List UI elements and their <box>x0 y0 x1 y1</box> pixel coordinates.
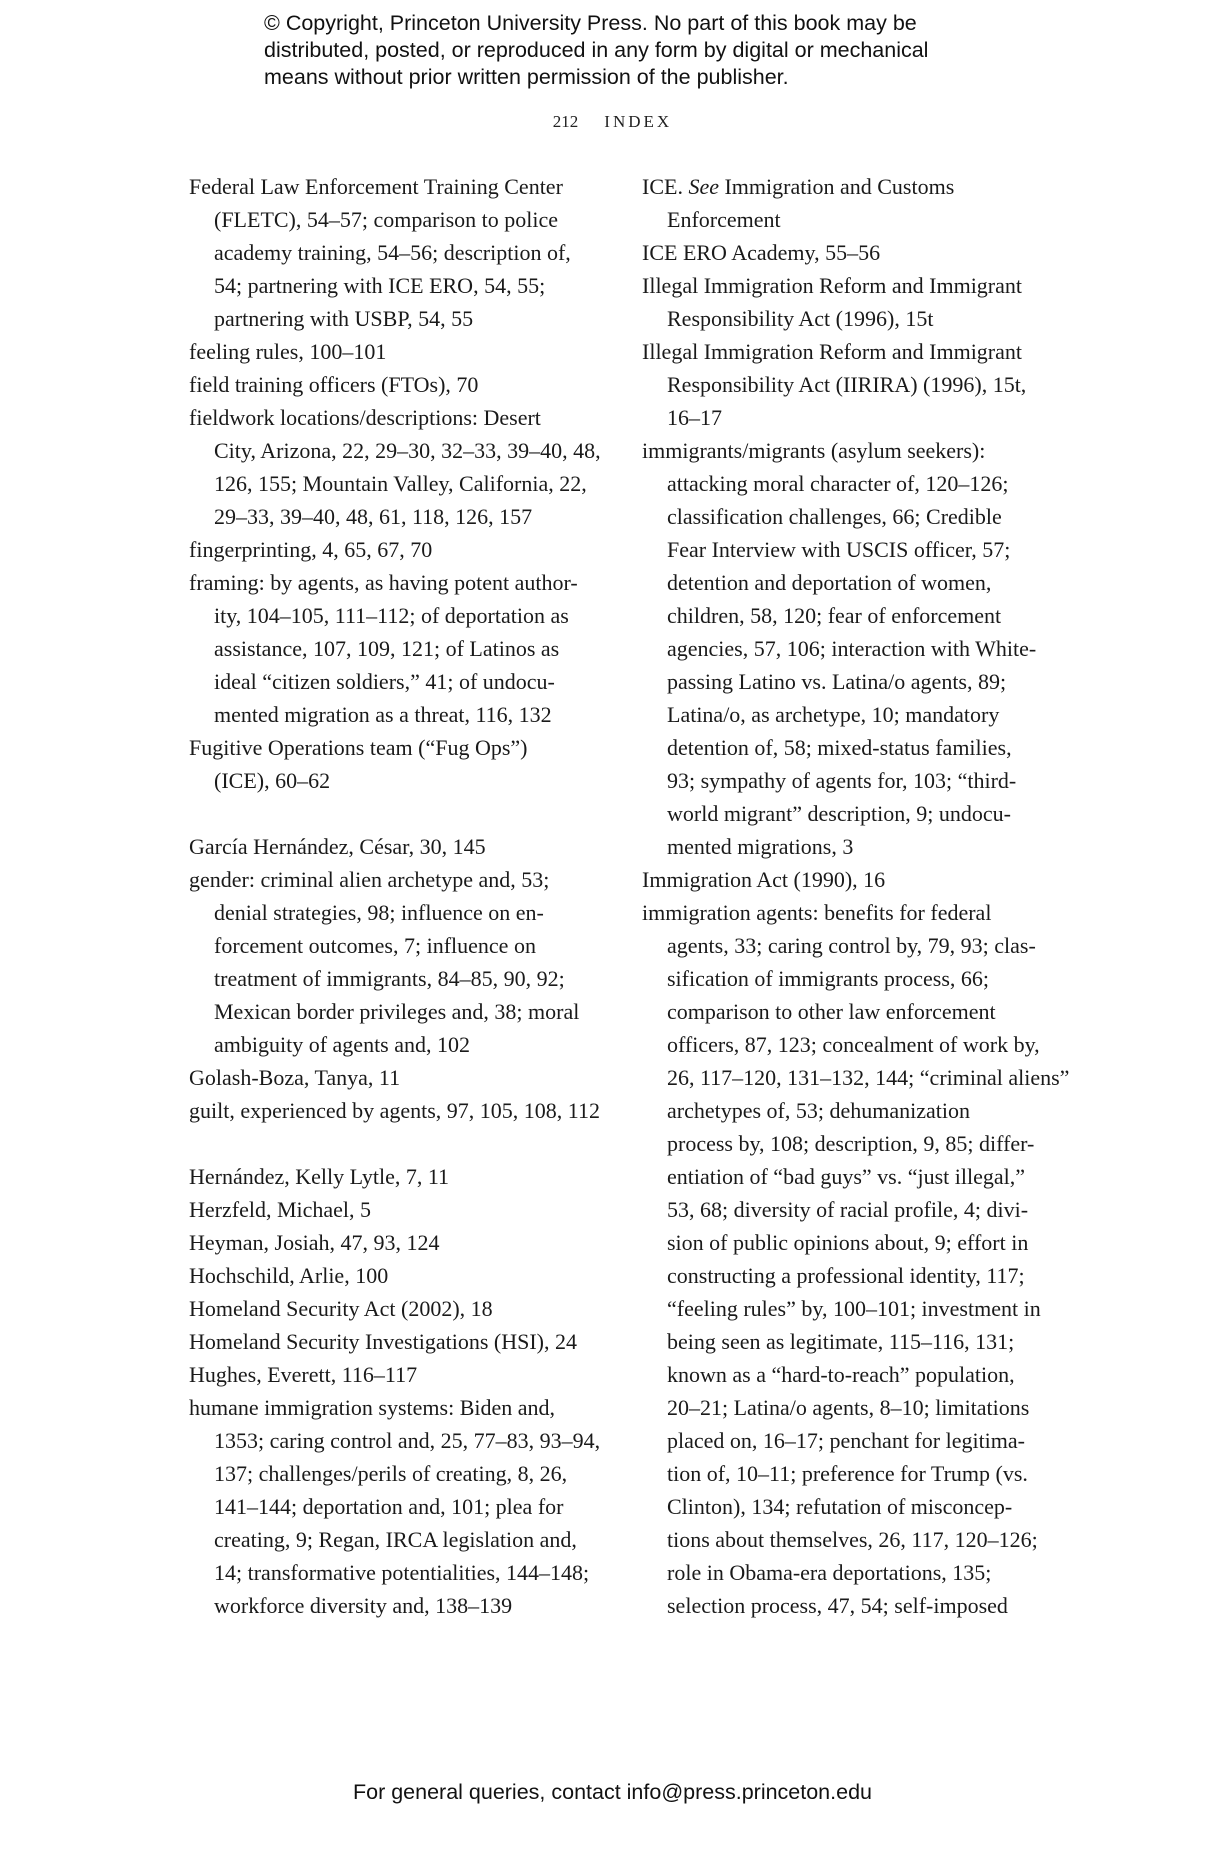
entry-continuation-line: 126, 155; Mountain Valley, California, 22, <box>214 471 587 496</box>
index-entry <box>189 1160 601 1193</box>
index-entry <box>642 863 1069 896</box>
entry-continuation-line: denial strategies, 98; influence on en- <box>214 900 544 925</box>
index-entry <box>189 731 601 797</box>
section-title: INDEX <box>604 112 673 131</box>
index-entry <box>189 1094 601 1127</box>
entry-continuation-line: mented migration as a threat, 116, 132 <box>214 702 552 727</box>
entry-heading-line: Homeland Security Investigations (HSI), 24 <box>189 1329 577 1354</box>
entry-continuation-line: 29–33, 39–40, 48, 61, 118, 126, 157 <box>214 504 533 529</box>
entry-continuation-line: (ICE), 60–62 <box>214 768 331 793</box>
entry-continuation-line: comparison to other law enforcement <box>667 999 996 1024</box>
entry-continuation-line: “feeling rules” by, 100–101; investment in <box>667 1296 1041 1321</box>
letter-group-gap <box>189 797 601 830</box>
entry-continuation-line: detention and deportation of women, <box>667 570 992 595</box>
index-entry <box>189 170 601 335</box>
entry-heading-line: Hernández, Kelly Lytle, 7, 11 <box>189 1164 450 1189</box>
copyright-line: © Copyright, Princeton University Press. No part of this book may be <box>264 11 917 35</box>
index-entry <box>642 236 1069 269</box>
entry-continuation-line: (FLETC), 54–57; comparison to police <box>214 207 558 232</box>
entry-continuation-line: archetypes of, 53; dehumanization <box>667 1098 971 1123</box>
entry-continuation-line: ideal “citizen soldiers,” 41; of undocu- <box>214 669 555 694</box>
entry-heading-line: Heyman, Josiah, 47, 93, 124 <box>189 1230 440 1255</box>
index-column-right <box>642 170 1069 1622</box>
page-number: 212 <box>552 112 579 131</box>
index-entry <box>189 1292 601 1325</box>
entry-heading-line: humane immigration systems: Biden and, <box>189 1395 556 1420</box>
entry-heading-line: fingerprinting, 4, 65, 67, 70 <box>189 537 433 562</box>
entry-continuation-line: mented migrations, 3 <box>667 834 854 859</box>
running-head <box>0 112 1225 132</box>
entry-heading-line: fieldwork locations/descriptions: Desert <box>189 405 541 430</box>
entry-continuation-line: placed on, 16–17; penchant for legitima- <box>667 1428 1025 1453</box>
entry-continuation-line: ity, 104–105, 111–112; of deportation as <box>214 603 569 628</box>
entry-continuation-line: City, Arizona, 22, 29–30, 32–33, 39–40, 48, <box>214 438 601 463</box>
index-column-left <box>189 170 601 1622</box>
index-entry <box>189 1358 601 1391</box>
index-entry <box>189 566 601 731</box>
entry-continuation-line: Mexican border privileges and, 38; moral <box>214 999 580 1024</box>
index-entry <box>189 863 601 1061</box>
entry-continuation-line: entiation of “bad guys” vs. “just illegal,” <box>667 1164 1026 1189</box>
index-entry <box>189 1259 601 1292</box>
entry-text: ICE. <box>642 174 689 199</box>
entry-continuation-line: process by, 108; description, 9, 85; differ- <box>667 1131 1035 1156</box>
entry-text: Immigration and Customs <box>718 174 955 199</box>
entry-heading-line: immigrants/migrants (asylum seekers): <box>642 438 986 463</box>
entry-heading-line: field training officers (FTOs), 70 <box>189 372 479 397</box>
index-entry <box>642 335 1069 434</box>
entry-continuation-line: Latina/o, as archetype, 10; mandatory <box>667 702 1000 727</box>
entry-heading-line: feeling rules, 100–101 <box>189 339 387 364</box>
entry-continuation-line: world migrant” description, 9; undocu- <box>667 801 1011 826</box>
entry-continuation-line: 14; transformative potentialities, 144–148; <box>214 1560 590 1585</box>
entry-heading-line: Hughes, Everett, 116–117 <box>189 1362 418 1387</box>
entry-continuation-line: officers, 87, 123; concealment of work by, <box>667 1032 1040 1057</box>
entry-continuation-line: passing Latino vs. Latina/o agents, 89; <box>667 669 1007 694</box>
entry-continuation-line: children, 58, 120; fear of enforcement <box>667 603 1002 628</box>
entry-continuation-line: 54; partnering with ICE ERO, 54, 55; <box>214 273 546 298</box>
index-entry <box>189 1061 601 1094</box>
entry-continuation-line: constructing a professional identity, 117; <box>667 1263 1025 1288</box>
entry-continuation-line: tion of, 10–11; preference for Trump (vs. <box>667 1461 1028 1486</box>
entry-continuation-line: known as a “hard-to-reach” population, <box>667 1362 1015 1387</box>
entry-continuation-line: Responsibility Act (1996), 15t <box>667 306 934 331</box>
entry-heading-line: Herzfeld, Michael, 5 <box>189 1197 372 1222</box>
entry-continuation-line: Responsibility Act (IIRIRA) (1996), 15t, <box>667 372 1027 397</box>
index-entry <box>189 401 601 533</box>
entry-continuation-line: agencies, 57, 106; interaction with White- <box>667 636 1037 661</box>
entry-continuation-line: treatment of immigrants, 84–85, 90, 92; <box>214 966 565 991</box>
index-entry <box>189 335 601 368</box>
entry-continuation-line: 137; challenges/perils of creating, 8, 26, <box>214 1461 568 1486</box>
entry-continuation-line: academy training, 54–56; description of, <box>214 240 571 265</box>
copyright-line: distributed, posted, or reproduced in any form by digital or mechanical <box>264 38 929 62</box>
index-entry <box>642 434 1069 863</box>
index-entry <box>189 1193 601 1226</box>
entry-heading-line: Illegal Immigration Reform and Immigrant <box>642 339 1023 364</box>
letter-group-gap <box>189 1127 601 1160</box>
entry-heading-line: Federal Law Enforcement Training Center <box>189 174 563 199</box>
copyright-line: means without prior written permission of the publisher. <box>264 65 789 89</box>
entry-heading-line: gender: criminal alien archetype and, 53; <box>189 867 550 892</box>
index-entry <box>642 170 1069 236</box>
entry-continuation-line: creating, 9; Regan, IRCA legislation and, <box>214 1527 577 1552</box>
entry-continuation-line: 93; sympathy of agents for, 103; “third- <box>667 768 1017 793</box>
entry-continuation-line: attacking moral character of, 120–126; <box>667 471 1009 496</box>
entry-heading-line: framing: by agents, as having potent author- <box>189 570 578 595</box>
entry-continuation-line: role in Obama-era deportations, 135; <box>667 1560 992 1585</box>
entry-heading-line: immigration agents: benefits for federal <box>642 900 992 925</box>
entry-heading-line: Hochschild, Arlie, 100 <box>189 1263 389 1288</box>
entry-continuation-line: 141–144; deportation and, 101; plea for <box>214 1494 564 1519</box>
entry-continuation-line: workforce diversity and, 138–139 <box>214 1593 513 1618</box>
entry-continuation-line: 16–17 <box>667 405 722 430</box>
entry-continuation-line: sification of immigrants process, 66; <box>667 966 989 991</box>
entry-continuation-line: 20–21; Latina/o agents, 8–10; limitations <box>667 1395 1030 1420</box>
entry-continuation-line: selection process, 47, 54; self-imposed <box>667 1593 1008 1618</box>
index-entry <box>189 1391 601 1622</box>
entry-continuation-line: 1353; caring control and, 25, 77–83, 93–94, <box>214 1428 601 1453</box>
entry-continuation-line: classification challenges, 66; Credible <box>667 504 1002 529</box>
entry-heading-line <box>642 170 1069 203</box>
entry-continuation-line: 53, 68; diversity of racial profile, 4; divi- <box>667 1197 1029 1222</box>
entry-heading-line: ICE ERO Academy, 55–56 <box>642 240 881 265</box>
entry-continuation-line: sion of public opinions about, 9; effort in <box>667 1230 1029 1255</box>
index-entry <box>189 830 601 863</box>
entry-continuation-line: agents, 33; caring control by, 79, 93; clas- <box>667 933 1036 958</box>
entry-continuation-line: tions about themselves, 26, 117, 120–126; <box>667 1527 1038 1552</box>
entry-continuation-line: 26, 117–120, 131–132, 144; “criminal aliens” <box>667 1065 1070 1090</box>
entry-continuation-line: being seen as legitimate, 115–116, 131; <box>667 1329 1015 1354</box>
entry-continuation-line: detention of, 58; mixed-status families, <box>667 735 1012 760</box>
index-entry <box>642 269 1069 335</box>
copyright-notice <box>264 10 928 91</box>
index-entry <box>189 1325 601 1358</box>
footer-contact: For general queries, contact info@press.princeton.edu <box>352 1780 872 1804</box>
index-entry <box>189 533 601 566</box>
entry-heading-line: Fugitive Operations team (“Fug Ops”) <box>189 735 528 760</box>
entry-continuation-line: ambiguity of agents and, 102 <box>214 1032 471 1057</box>
entry-heading-line: Golash-Boza, Tanya, 11 <box>189 1065 401 1090</box>
entry-heading-line: García Hernández, César, 30, 145 <box>189 834 486 859</box>
index-entry <box>189 1226 601 1259</box>
see-reference: See <box>688 174 719 199</box>
index-entry <box>189 368 601 401</box>
entry-continuation-line: Fear Interview with USCIS officer, 57; <box>667 537 1011 562</box>
entry-continuation-line: forcement outcomes, 7; influence on <box>214 933 536 958</box>
entry-heading-line: Homeland Security Act (2002), 18 <box>189 1296 493 1321</box>
entry-heading-line: guilt, experienced by agents, 97, 105, 108, 112 <box>189 1098 600 1123</box>
entry-continuation-line: Enforcement <box>667 207 781 232</box>
entry-heading-line: Immigration Act (1990), 16 <box>642 867 886 892</box>
entry-continuation-line: Clinton), 134; refutation of misconcep- <box>667 1494 1013 1519</box>
index-entry <box>642 896 1069 1622</box>
entry-continuation-line: assistance, 107, 109, 121; of Latinos as <box>214 636 560 661</box>
entry-heading-line: Illegal Immigration Reform and Immigrant <box>642 273 1023 298</box>
entry-continuation-line: partnering with USBP, 54, 55 <box>214 306 474 331</box>
